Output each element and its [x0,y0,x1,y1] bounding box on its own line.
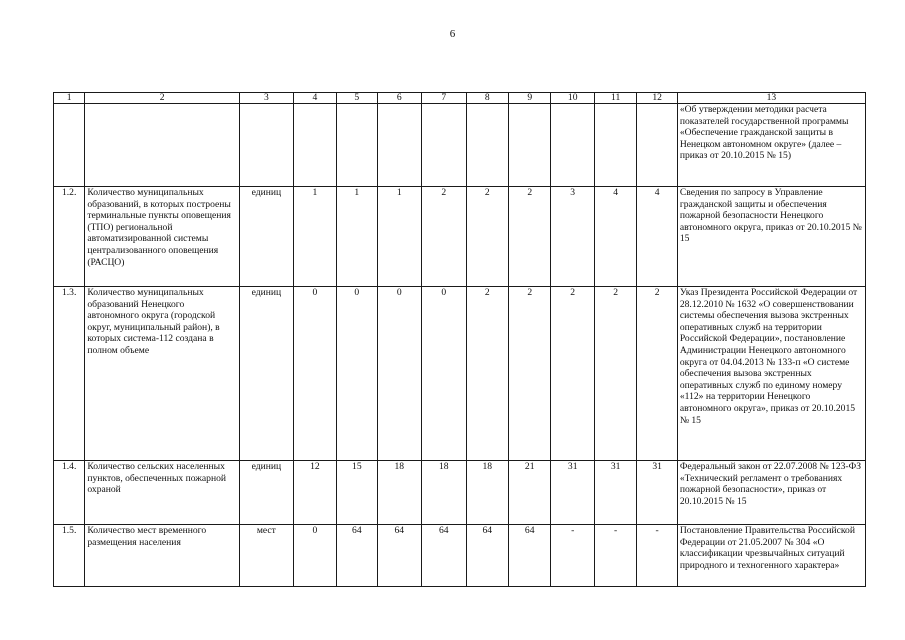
column-number: 5 [337,93,377,104]
value-cell: 31 [637,461,677,525]
value-cell: 18 [422,461,466,525]
cell-empty [508,104,550,187]
value-cell: 1 [337,187,377,287]
page-number: 6 [449,28,456,40]
column-number: 9 [508,93,550,104]
unit-cell: единиц [240,187,294,287]
value-cell: 21 [508,461,550,525]
cell-empty [594,104,636,187]
cell-empty [637,104,677,187]
row-index: 1.5. [54,525,85,587]
value-cell: 0 [293,287,336,461]
cell-empty [466,104,508,187]
column-numbers-row [54,93,866,104]
column-number: 6 [377,93,421,104]
value-cell: 2 [466,187,508,287]
value-cell: - [637,525,677,587]
source-cell: «Об утверждении методики расчета показателей государственной программы «Обеспечение гражданской защиты в Ненецком автономном округе» (далее – приказ от 20.10.2015 № 15) [677,104,865,187]
value-cell: 1 [377,187,421,287]
value-cell: 12 [293,461,336,525]
row-index: 1.4. [54,461,85,525]
table-row [54,461,866,525]
column-number: 7 [422,93,466,104]
table-row [54,187,866,287]
column-number: 13 [677,93,865,104]
indicators-table [53,92,866,587]
value-cell: - [594,525,636,587]
cell-empty [377,104,421,187]
value-cell: 31 [551,461,594,525]
value-cell: 64 [508,525,550,587]
unit-cell: мест [240,525,294,587]
column-number: 3 [240,93,294,104]
column-number: 12 [637,93,677,104]
indicator-name: Количество муниципальных образований Ненецкого автономного округа (городской округ, муниципальный район), в которых система-112 создана в полном объеме [85,287,240,461]
indicator-name: Количество муниципальных образований, в которых построены терминальные пункты оповещения (ТПО) региональной автоматизированной системы централизованного оповещения (РАСЦО) [85,187,240,287]
value-cell: 4 [594,187,636,287]
row-index: 1.3. [54,287,85,461]
table-row [54,287,866,461]
value-cell: 15 [337,461,377,525]
value-cell: 1 [293,187,336,287]
cell-empty [551,104,594,187]
value-cell: 2 [508,287,550,461]
source-cell: Сведения по запросу в Управление гражданской защиты и обеспечения пожарной безопасности Ненецкого автономного округа, приказ от 20.10.2015 № 15 [677,187,865,287]
value-cell: 0 [293,525,336,587]
cell-empty [240,104,294,187]
column-number: 11 [594,93,636,104]
value-cell: 2 [466,287,508,461]
value-cell: - [551,525,594,587]
column-number: 2 [85,93,240,104]
value-cell: 2 [637,287,677,461]
source-cell: Федеральный закон от 22.07.2008 № 123-ФЗ «Технический регламент о требованиях пожарной безопасности», приказ от 20.10.2015 № 15 [677,461,865,525]
value-cell: 18 [466,461,508,525]
value-cell: 31 [594,461,636,525]
indicator-name: Количество сельских населенных пунктов, обеспеченных пожарной охраной [85,461,240,525]
column-number: 10 [551,93,594,104]
source-cell: Указ Президента Российской Федерации от 28.12.2010 № 1632 «О совершенствовании системы обеспечения вызова экстренных оперативных служб на территории Российской Федерации», постановление Администрации Ненецкого автономного округа от 04.04.2013 № 133-п «О системе обеспечения вызова экстренных оперативных служб по единому номеру «112» на территории Ненецкого автономного округа», приказ от 20.10.2015 № 15 [677,287,865,461]
value-cell: 2 [508,187,550,287]
cell-empty [293,104,336,187]
cell-empty [422,104,466,187]
column-number: 1 [54,93,85,104]
indicator-name: Количество мест временного размещения населения [85,525,240,587]
value-cell: 64 [337,525,377,587]
column-number: 8 [466,93,508,104]
value-cell: 0 [377,287,421,461]
unit-cell: единиц [240,287,294,461]
row-index: 1.2. [54,187,85,287]
unit-cell: единиц [240,461,294,525]
cell-empty [54,104,85,187]
value-cell: 0 [422,287,466,461]
value-cell: 64 [422,525,466,587]
cell-empty [85,104,240,187]
value-cell: 3 [551,187,594,287]
value-cell: 64 [377,525,421,587]
cell-empty [337,104,377,187]
table-row-continuation [54,104,866,187]
source-cell: Постановление Правительства Российской Федерации от 21.05.2007 № 304 «О классификации чрезвычайных ситуаций природного и техногенного характера» [677,525,865,587]
value-cell: 18 [377,461,421,525]
value-cell: 2 [422,187,466,287]
value-cell: 0 [337,287,377,461]
value-cell: 2 [551,287,594,461]
value-cell: 2 [594,287,636,461]
column-number: 4 [293,93,336,104]
value-cell: 64 [466,525,508,587]
value-cell: 4 [637,187,677,287]
table-row [54,525,866,587]
